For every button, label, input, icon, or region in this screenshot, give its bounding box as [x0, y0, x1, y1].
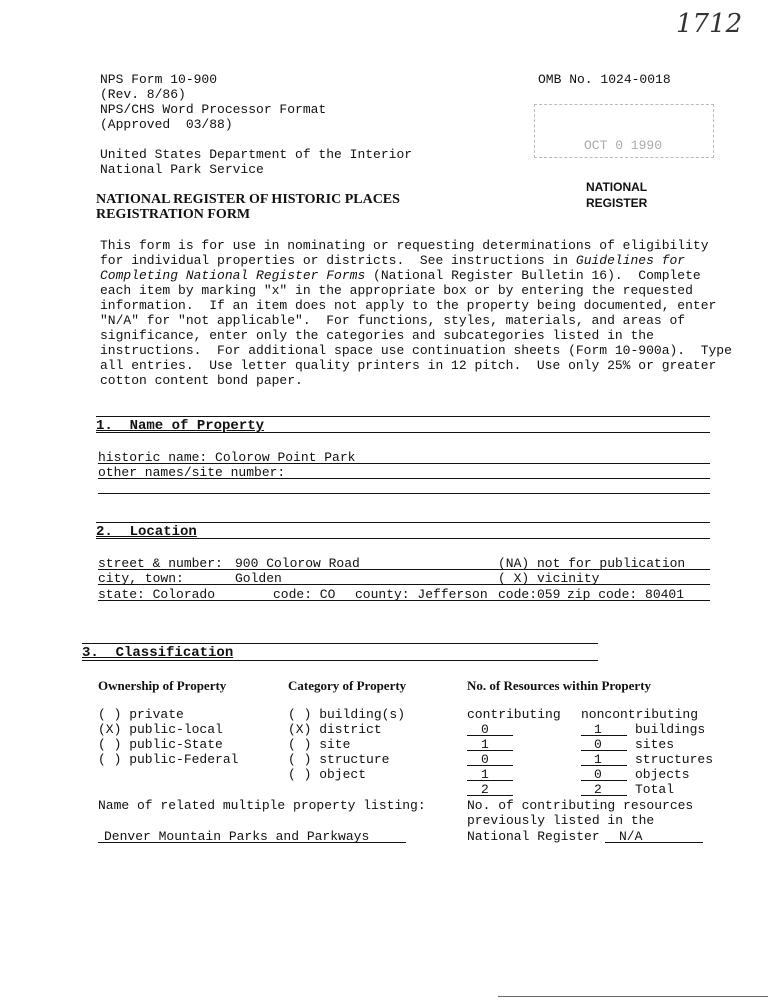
zip-code: zip code: 80401 — [567, 587, 685, 602]
not-for-publication: (NA) not for publication — [498, 556, 686, 571]
street-label: street & number: — [98, 556, 223, 571]
ownership-option: ( ) private — [98, 707, 184, 722]
contributing-label: contributing — [467, 707, 561, 722]
contributing-count: 0 — [481, 752, 489, 767]
section-divider — [96, 522, 710, 523]
intro-line — [100, 253, 685, 268]
city-label: city, town: — [98, 571, 184, 586]
intro-text: (National Register Bulletin 16). Complete — [365, 268, 701, 283]
state-code: code: CO — [273, 587, 336, 602]
intro-line: significance, enter only the categories and subcategories listed in the — [100, 328, 654, 343]
noncontributing-count: 1 — [594, 722, 602, 737]
guidelines-title: Guidelines for — [575, 253, 686, 268]
section2-heading: 2. Location — [96, 524, 197, 540]
noncontributing-total: 2 — [594, 782, 602, 797]
count-line — [581, 735, 627, 736]
ownership-option: ( ) public-Federal — [98, 752, 239, 767]
form-title: NATIONAL REGISTER OF HISTORIC PLACES — [96, 192, 400, 207]
noncontributing-count: 1 — [594, 752, 602, 767]
form-approved: (Approved 03/88) — [100, 117, 233, 132]
previously-listed-label: National Register — [467, 829, 608, 844]
form-revision: (Rev. 8/86) — [100, 87, 186, 102]
field-line — [98, 478, 710, 479]
resource-type-total: Total — [635, 782, 675, 797]
count-line — [467, 780, 513, 781]
noncontributing-count: 0 — [594, 737, 602, 752]
city-value: Golden — [235, 571, 282, 586]
previously-listed-line: previously listed in the — [467, 813, 655, 828]
count-line — [467, 795, 513, 796]
field-line — [98, 842, 406, 843]
page-edge-line — [498, 996, 768, 997]
form-id: NPS Form 10-900 — [100, 72, 218, 87]
stamp-date: OCT 0 1990 — [584, 138, 663, 153]
resource-type: buildings — [635, 722, 706, 737]
section-divider — [96, 416, 710, 417]
category-option: ( ) site — [288, 737, 351, 752]
resource-type: objects — [635, 767, 690, 782]
intro-line — [100, 268, 701, 283]
noncontributing-label: noncontributing — [581, 707, 699, 722]
form-subtitle: REGISTRATION FORM — [96, 207, 251, 222]
category-heading: Category of Property — [288, 678, 407, 693]
state-field: state: Colorado — [98, 587, 216, 602]
category-option: ( ) structure — [288, 752, 390, 767]
handwritten-number: 1712 — [676, 9, 743, 39]
intro-line: each item by marking "x" in the appropriate box or by entering the requested — [100, 283, 693, 298]
intro-line: all entries. Use letter quality printers in 12 pitch. Use only 25% or greater — [100, 358, 717, 373]
resources-heading: No. of Resources within Property — [467, 678, 652, 693]
count-line — [581, 750, 627, 751]
count-line — [467, 765, 513, 766]
count-line — [581, 765, 627, 766]
intro-text: for individual properties or districts. See instructions in — [100, 253, 576, 268]
stamp-register: REGISTER — [586, 196, 648, 210]
section-divider — [96, 538, 710, 539]
stamp-national: NATIONAL — [586, 180, 648, 194]
contributing-count: 1 — [481, 767, 489, 782]
county-field: county: Jefferson — [355, 587, 488, 602]
section3-heading: 3. Classification — [82, 645, 234, 661]
ownership-option: ( ) public-State — [98, 737, 223, 752]
section-divider — [96, 432, 710, 433]
guidelines-title-cont: Completing National Register Forms — [100, 268, 366, 283]
previously-listed-value: N/A — [619, 829, 643, 844]
other-names-label: other names/site number: — [98, 465, 286, 480]
section-divider — [82, 660, 598, 661]
resource-type: sites — [635, 737, 675, 752]
noncontributing-count: 0 — [594, 767, 602, 782]
street-value: 900 Colorow Road — [235, 556, 360, 571]
count-line — [467, 750, 513, 751]
historic-name-label: historic name: — [98, 450, 216, 465]
county-code: code:059 — [498, 587, 561, 602]
field-line — [605, 842, 703, 843]
count-line — [581, 795, 627, 796]
intro-line: instructions. For additional space use continuation sheets (Form 10-900a). Type — [100, 343, 732, 358]
resource-type: structures — [635, 752, 714, 767]
department: United States Department of the Interior — [100, 147, 413, 162]
field-line — [98, 569, 710, 570]
intro-line: This form is for use in nominating or requesting determinations of eligibility — [100, 238, 709, 253]
intro-line: information. If an item does not apply to the property being documented, enter — [100, 298, 717, 313]
form-format: NPS/CHS Word Processor Format — [100, 102, 327, 117]
contributing-count: 1 — [481, 737, 489, 752]
omb-number: OMB No. 1024-0018 — [538, 72, 671, 87]
count-line — [581, 780, 627, 781]
count-line — [467, 735, 513, 736]
ownership-option: (X) public-local — [98, 722, 223, 737]
previously-listed-line: No. of contributing resources — [467, 798, 694, 813]
category-option: ( ) building(s) — [288, 707, 406, 722]
related-listing-label: Name of related multiple property listing: — [98, 798, 426, 813]
field-line — [98, 463, 710, 464]
related-listing-value: Denver Mountain Parks and Parkways — [104, 829, 370, 844]
category-option: (X) district — [288, 722, 382, 737]
section-divider — [82, 643, 598, 644]
category-option: ( ) object — [288, 767, 367, 782]
ownership-heading: Ownership of Property — [98, 678, 227, 693]
intro-line: cotton content bond paper. — [100, 373, 303, 388]
vicinity: ( X) vicinity — [498, 571, 600, 586]
agency: National Park Service — [100, 162, 264, 177]
field-line — [98, 493, 710, 494]
intro-line: "N/A" for "not applicable". For functions, styles, materials, and areas of — [100, 313, 686, 328]
contributing-total: 2 — [481, 782, 489, 797]
field-line — [98, 600, 710, 601]
historic-name-value: Colorow Point Park — [215, 450, 356, 465]
section1-heading: 1. Name of Property — [96, 418, 265, 434]
field-line — [98, 584, 710, 585]
contributing-count: 0 — [481, 722, 489, 737]
